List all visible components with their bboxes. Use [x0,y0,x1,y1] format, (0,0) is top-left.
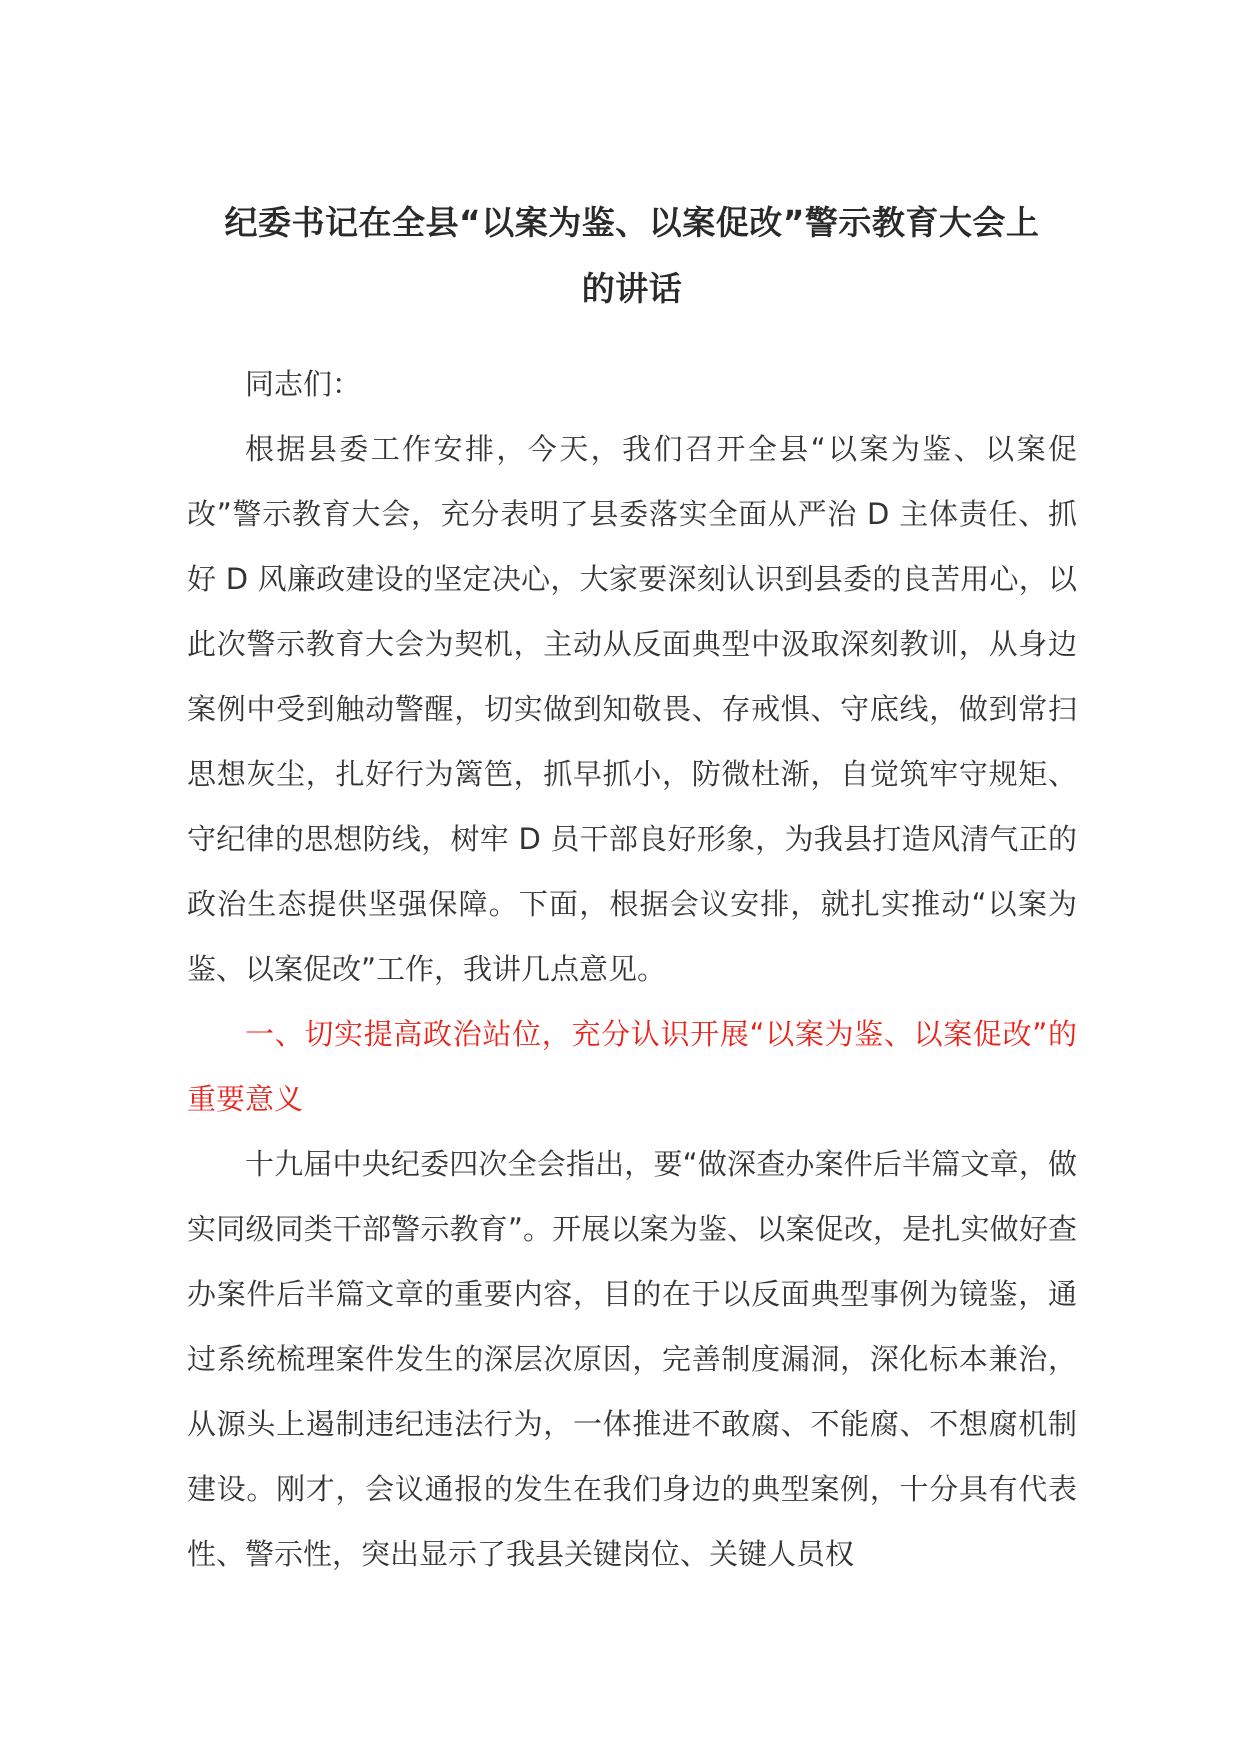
title-line-1: 纪委书记在全县“以案为鉴、以案促改”警示教育大会上 [224,203,1040,242]
title-line-2: 的讲话 [581,269,683,308]
document-title [187,190,1077,322]
paragraph-intro: 根据县委工作安排，今天，我们召开全县“以案为鉴、以案促改”警示教育大会，充分表明了县委落实全面从严治 D 主体责任、抓好 D 风廉政建设的坚定决心，大家要深刻认识到县委的良苦用心，以此次警示教育大会为契机，主动从反面典型中汲取深刻教训，从身边案例中受到触动警醒，切实做到知敬畏、存戒惧、守底线，做到常扫思想灰尘，扎好行为篱笆，抓早抓小，防微杜渐，自觉筑牢守规矩、守纪律的思想防线，树牢 D 员干部良好形象，为我县打造风清气正的政治生态提供坚强保障。下面，根据会议安排，就扎实推动“以案为鉴、以案促改”工作，我讲几点意见。 [187,432,1077,986]
section-heading-1: 一、切实提高政治站位，充分认识开展“以案为鉴、以案促改”的重要意义 [187,1017,1077,1116]
salutation: 同志们： [245,367,362,401]
paragraph-section-1: 十九届中央纪委四次全会指出，要“做深查办案件后半篇文章，做实同级同类干部警示教育”。开展以案为鉴、以案促改，是扎实做好查办案件后半篇文章的重要内容，目的在于以反面典型事例为镜鉴，通过系统梳理案件发生的深层次原因，完善制度漏洞，深化标本兼治，从源头上遏制违纪违法行为，一体推进不敢腐、不能腐、不想腐机制建设。刚才，会议通报的发生在我们身边的典型案例，十分具有代表性、警示性，突出显示了我县关键岗位、关键人员权 [187,1147,1077,1571]
document-body [187,352,1077,1587]
document-page [187,190,1077,1587]
